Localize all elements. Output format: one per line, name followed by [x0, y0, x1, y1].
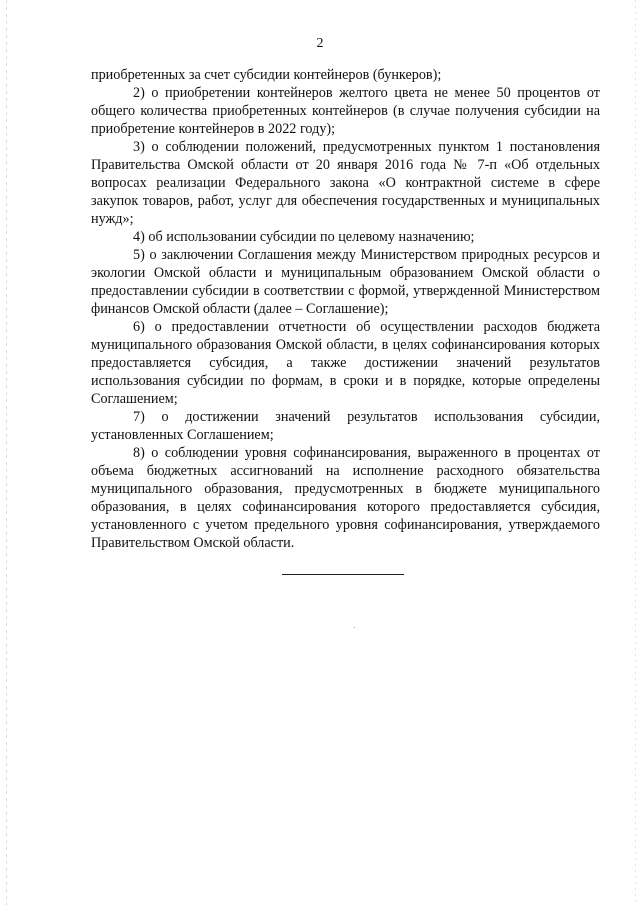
scan-speck [354, 627, 355, 628]
document-body [91, 66, 600, 552]
paragraph-item-8: 8) о соблюдении уровня софинансирования, выраженного в процентах от объема бюджетных ассигнований на исполнение расходного обязательства муниципального образования, предусмотренных в бюджете муниципального образования, в целях софинансирования которого предоставляется субсидия, установленного с учетом предельного уровня софинансирования, утверждаемого Правительством Омской области. [91, 445, 600, 551]
paragraph-item-5: 5) о заключении Соглашения между Министерством природных ресурсов и экологии Омской области и муниципальным образованием Омской области о предоставлении субсидии в соответствии с формой, утвержденной Министерством финансов Омской области (далее – Соглашение); [91, 247, 600, 317]
scan-edge-left [6, 0, 7, 905]
page-number: 2 [316, 36, 324, 51]
paragraph-item-4: 4) об использовании субсидии по целевому назначению; [133, 229, 475, 245]
scan-edge-right [635, 0, 636, 905]
paragraph-item-3: 3) о соблюдении положений, предусмотренных пунктом 1 постановления Правительства Омской области от 20 января 2016 года № 7-п «Об отдельных вопросах реализации Федерального закона «О контрактной системе в сфере закупок товаров, работ, услуг для обеспечения государственных и муниципальных нужд»; [91, 139, 600, 227]
end-separator-line [282, 574, 404, 575]
paragraph-item-2: 2) о приобретении контейнеров желтого цвета не менее 50 процентов от общего количества приобретенных контейнеров (в случае получения субсидии на приобретение контейнеров в 2022 году); [91, 85, 600, 137]
paragraph-item-6: 6) о предоставлении отчетности об осуществлении расходов бюджета муниципального образования Омской области, в целях софинансирования которых предоставляется субсидия, а также достижении значений результатов использования субсидии по формам, в сроки и в порядке, которые определены Соглашением; [91, 319, 600, 407]
paragraph-item-7: 7) о достижении значений результатов использования субсидии, установленных Соглашением; [91, 409, 600, 443]
paragraph-continuation: приобретенных за счет субсидии контейнеров (бункеров); [91, 67, 442, 83]
